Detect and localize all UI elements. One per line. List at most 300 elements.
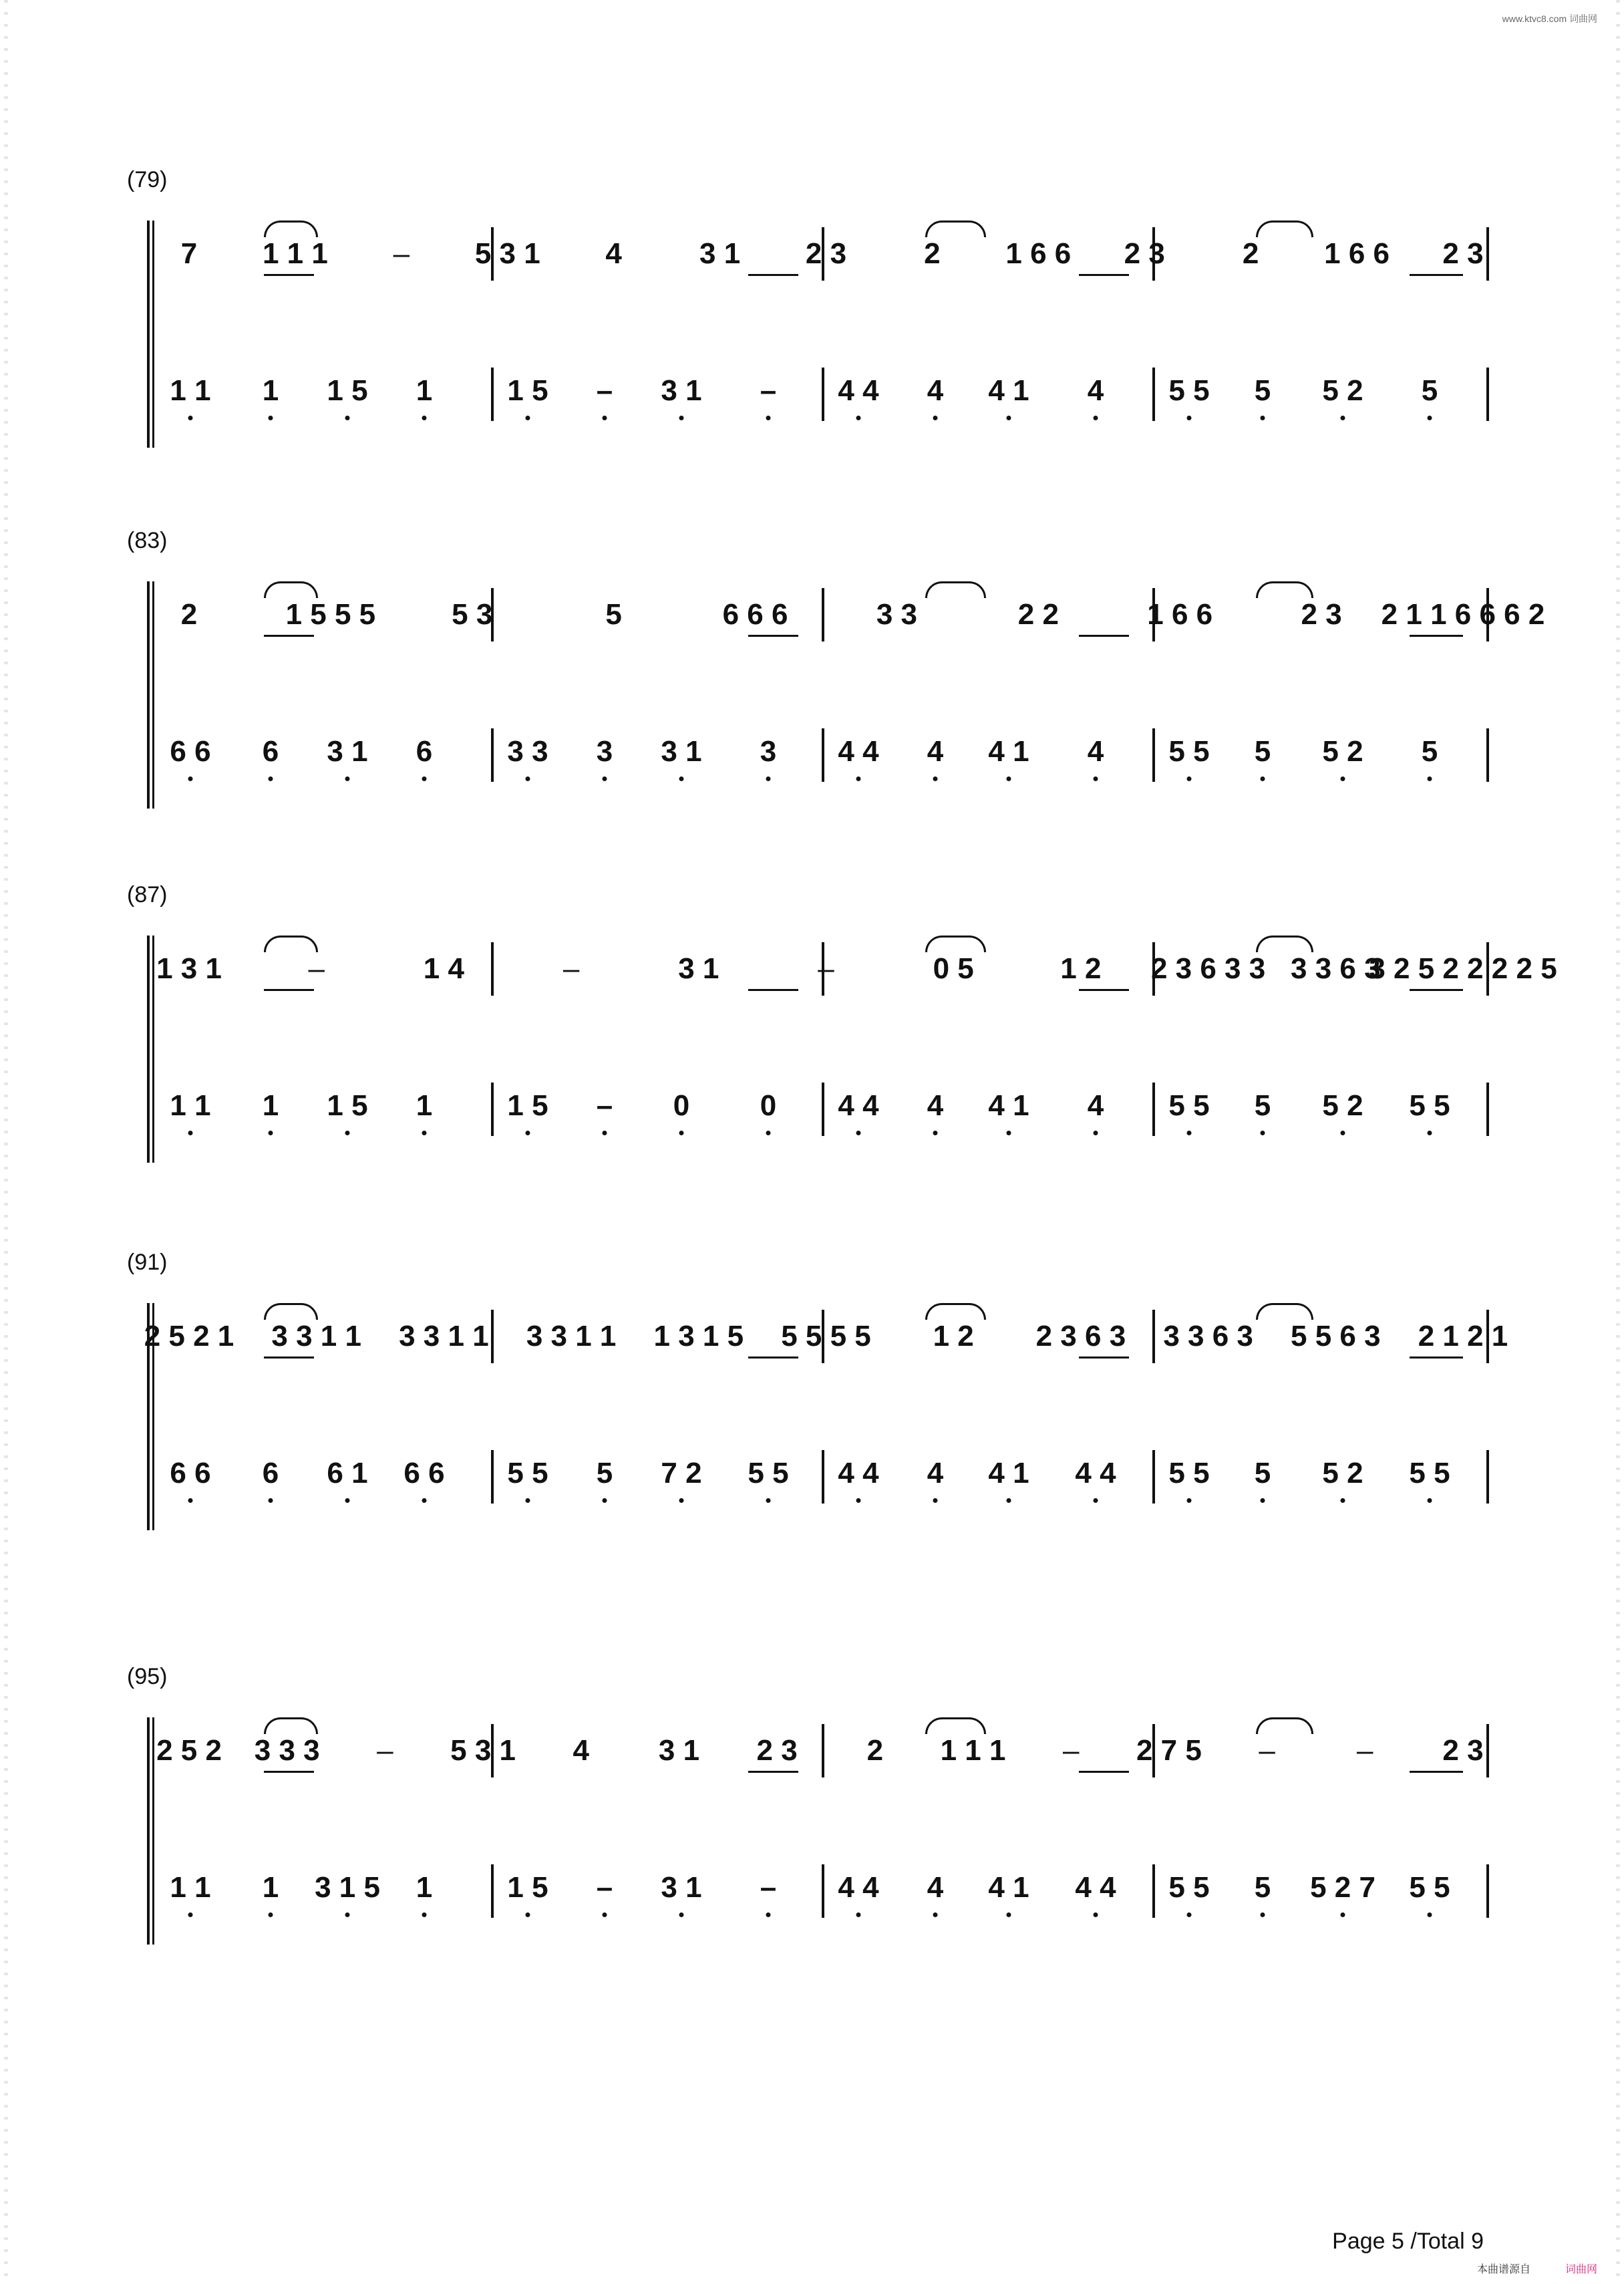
- lower-note: 5 5: [1409, 1871, 1450, 1904]
- tie-slur: [264, 581, 318, 598]
- tie-slur: [264, 1303, 318, 1320]
- lower-note: 6: [262, 1457, 279, 1489]
- lower-note: 5 2: [1322, 1457, 1363, 1489]
- octave-dot: [526, 1498, 530, 1503]
- octave-dot: [1428, 1131, 1432, 1135]
- lower-note: 5 5: [1409, 1089, 1450, 1122]
- octave-dot: [1187, 776, 1192, 781]
- upper-note: 2 1 2 1: [1418, 1320, 1508, 1352]
- barline-lower: [1486, 1450, 1489, 1504]
- octave-dot: [679, 416, 684, 420]
- octave-dot: [188, 776, 193, 781]
- system-start-bar: [152, 221, 154, 448]
- upper-note: 6 6 6: [722, 598, 788, 631]
- barline-lower: [822, 728, 824, 782]
- octave-dot: [188, 1498, 193, 1503]
- upper-note: 1 3 1: [156, 952, 222, 985]
- octave-dot: [766, 776, 771, 781]
- lower-note: 5: [1254, 1871, 1271, 1904]
- system-start-bar: [152, 581, 154, 809]
- lower-note: 4 1: [988, 1457, 1029, 1489]
- page-edge-left: [4, 0, 8, 2284]
- octave-dot: [345, 1912, 350, 1917]
- lower-note: 4 1: [988, 1871, 1029, 1904]
- upper-note: 2 3: [1301, 598, 1342, 631]
- lower-note: 1: [416, 374, 433, 407]
- octave-dot: [1187, 416, 1192, 420]
- beam-underline: [1079, 635, 1129, 637]
- lower-note: 3 1 5: [315, 1871, 380, 1904]
- upper-note: 2 3: [1124, 237, 1165, 270]
- brace-line: [147, 581, 150, 809]
- brace-line: [147, 221, 150, 448]
- lower-note: 4: [927, 374, 944, 407]
- upper-note: 4: [605, 237, 622, 270]
- octave-dot: [603, 776, 607, 781]
- octave-dot: [933, 1498, 938, 1503]
- octave-dot: [1187, 1912, 1192, 1917]
- lower-note: 5 5: [507, 1457, 548, 1489]
- octave-dot: [1094, 1131, 1098, 1135]
- upper-note: –: [393, 237, 410, 270]
- lower-note: 5 5: [1168, 1871, 1210, 1904]
- beam-underline: [748, 1771, 798, 1773]
- octave-dot: [679, 1498, 684, 1503]
- lower-note: 3 1: [661, 735, 702, 768]
- lower-note: 6 1: [327, 1457, 368, 1489]
- system-start-bar: [152, 1717, 154, 1945]
- octave-dot: [188, 1131, 193, 1135]
- octave-dot: [1261, 1912, 1265, 1917]
- beam-underline: [748, 274, 798, 276]
- upper-note: 5 5 5 5: [781, 1320, 871, 1352]
- lower-note: 4: [1087, 374, 1104, 407]
- octave-dot: [603, 1131, 607, 1135]
- octave-dot: [856, 1912, 861, 1917]
- lower-note: 4 4: [838, 1871, 879, 1904]
- octave-dot: [679, 1912, 684, 1917]
- tie-slur: [1256, 221, 1313, 237]
- barline-upper: [491, 1310, 494, 1363]
- lower-note: 6 6: [403, 1457, 445, 1489]
- upper-note: 3 1: [658, 1734, 700, 1767]
- lower-note: 0: [673, 1089, 690, 1122]
- upper-note: 2 1 1 6 6 6 2: [1381, 598, 1545, 631]
- octave-dot: [933, 1912, 938, 1917]
- lower-note: 1 1: [170, 1089, 211, 1122]
- beam-underline: [1410, 1357, 1463, 1359]
- lower-note: 1: [262, 1089, 279, 1122]
- upper-note: 3 3 1 1: [271, 1320, 361, 1352]
- octave-dot: [1261, 776, 1265, 781]
- lower-note: 3: [596, 735, 613, 768]
- upper-note: 2: [924, 237, 941, 270]
- octave-dot: [269, 416, 273, 420]
- upper-note: –: [1357, 1734, 1373, 1767]
- measure-number: (95): [127, 1664, 168, 1689]
- tie-slur: [925, 936, 986, 952]
- upper-note: 1 2: [1060, 952, 1102, 985]
- upper-note: 3 3: [876, 598, 918, 631]
- upper-note: 2: [1242, 237, 1259, 270]
- lower-note: 3 1: [661, 1871, 702, 1904]
- lower-note: 5 5: [1168, 1089, 1210, 1122]
- lower-note: 3 1: [327, 735, 368, 768]
- lower-note: 1: [262, 374, 279, 407]
- lower-note: 4 4: [838, 374, 879, 407]
- octave-dot: [603, 1912, 607, 1917]
- barline-lower: [491, 1864, 494, 1918]
- measure-number: (87): [127, 882, 168, 907]
- lower-note: –: [760, 374, 777, 407]
- upper-note: 2 3: [1442, 1734, 1484, 1767]
- lower-note: –: [596, 1089, 613, 1122]
- upper-note: 3 3 1 1: [399, 1320, 489, 1352]
- lower-note: 1: [416, 1089, 433, 1122]
- tie-slur: [1256, 1717, 1313, 1734]
- octave-dot: [1094, 776, 1098, 781]
- upper-note: 5 3 1: [450, 1734, 516, 1767]
- page-number: Page 5 /Total 9: [1332, 2229, 1484, 2254]
- octave-dot: [1007, 1131, 1011, 1135]
- lower-note: 4 4: [838, 1089, 879, 1122]
- lower-note: 4: [927, 1871, 944, 1904]
- upper-note: 1 1 1: [262, 237, 328, 270]
- barline-lower: [822, 1864, 824, 1918]
- upper-note: 1 4: [423, 952, 464, 985]
- lower-note: 5 5: [748, 1457, 789, 1489]
- upper-note: 2 3 6 3 3: [1150, 952, 1266, 985]
- beam-underline: [748, 1357, 798, 1359]
- upper-note: –: [377, 1734, 393, 1767]
- octave-dot: [345, 1131, 350, 1135]
- octave-dot: [526, 416, 530, 420]
- upper-note: 3 3 6 3: [1163, 1320, 1253, 1352]
- octave-dot: [856, 416, 861, 420]
- upper-note: 2 3 6 3: [1035, 1320, 1126, 1352]
- barline-lower: [491, 368, 494, 421]
- octave-dot: [1341, 1131, 1345, 1135]
- beam-underline: [1079, 989, 1129, 991]
- lower-note: 5 2: [1322, 374, 1363, 407]
- lower-note: 1 1: [170, 374, 211, 407]
- lower-note: 0: [760, 1089, 777, 1122]
- octave-dot: [1007, 1912, 1011, 1917]
- tie-slur: [1256, 581, 1313, 598]
- upper-note: 1 2: [933, 1320, 974, 1352]
- beam-underline: [1410, 274, 1463, 276]
- octave-dot: [856, 1498, 861, 1503]
- octave-dot: [1007, 776, 1011, 781]
- lower-note: 4 1: [988, 735, 1029, 768]
- octave-dot: [1428, 1912, 1432, 1917]
- lower-note: 7 2: [661, 1457, 702, 1489]
- barline-lower: [1152, 728, 1155, 782]
- upper-note: 5: [605, 598, 622, 631]
- lower-note: 4 1: [988, 374, 1029, 407]
- lower-note: 1: [416, 1871, 433, 1904]
- barline-lower: [491, 1083, 494, 1136]
- lower-note: 6: [262, 735, 279, 768]
- brace-line: [147, 1717, 150, 1945]
- beam-underline: [1079, 1357, 1129, 1359]
- upper-note: 3 3 1 1: [526, 1320, 617, 1352]
- lower-note: 5: [1254, 1457, 1271, 1489]
- upper-note: 5 3 1: [474, 237, 540, 270]
- upper-note: 1 1 1: [940, 1734, 1006, 1767]
- barline-lower: [1152, 1083, 1155, 1136]
- lower-note: –: [596, 374, 613, 407]
- octave-dot: [1007, 1498, 1011, 1503]
- upper-note: 2 5 2: [156, 1734, 222, 1767]
- upper-note: –: [818, 952, 834, 985]
- lower-note: 5: [1254, 735, 1271, 768]
- measure-number: (79): [127, 167, 168, 192]
- lower-note: 4: [1087, 735, 1104, 768]
- barline-lower: [822, 1450, 824, 1504]
- lower-note: 5: [1254, 1089, 1271, 1122]
- measure-number: (91): [127, 1250, 168, 1275]
- upper-note: 2 3: [805, 237, 847, 270]
- beam-underline: [748, 635, 798, 637]
- lower-note: 4: [927, 1089, 944, 1122]
- upper-note: 1 6 6: [1005, 237, 1072, 270]
- beam-underline: [264, 635, 314, 637]
- lower-note: 5: [596, 1457, 613, 1489]
- tie-slur: [264, 936, 318, 952]
- lower-note: 5 5: [1168, 735, 1210, 768]
- upper-note: –: [562, 952, 580, 985]
- lower-note: 5: [1421, 735, 1438, 768]
- barline-lower: [1486, 1083, 1489, 1136]
- octave-dot: [766, 1131, 771, 1135]
- octave-dot: [679, 776, 684, 781]
- upper-note: 0 5: [933, 952, 974, 985]
- barline-lower: [1152, 368, 1155, 421]
- lower-note: 1 1: [170, 1871, 211, 1904]
- octave-dot: [422, 416, 427, 420]
- octave-dot: [422, 776, 427, 781]
- lower-note: –: [760, 1871, 777, 1904]
- lower-note: 1 5: [507, 1089, 548, 1122]
- lower-note: 5 5: [1168, 374, 1210, 407]
- lower-note: –: [596, 1871, 613, 1904]
- barline-lower: [1152, 1864, 1155, 1918]
- upper-note: 2: [866, 1734, 884, 1767]
- octave-dot: [856, 776, 861, 781]
- upper-note: 1 6 6: [1324, 237, 1390, 270]
- barline-upper: [491, 942, 494, 996]
- octave-dot: [1261, 1498, 1265, 1503]
- octave-dot: [766, 1498, 771, 1503]
- tie-slur: [264, 221, 318, 237]
- upper-note: 4: [573, 1734, 590, 1767]
- octave-dot: [1094, 1498, 1098, 1503]
- upper-note: 5 3: [452, 598, 493, 631]
- barline-upper: [822, 1724, 824, 1777]
- tie-slur: [1256, 1303, 1313, 1320]
- octave-dot: [679, 1131, 684, 1135]
- octave-dot: [603, 1498, 607, 1503]
- lower-note: 5: [1421, 374, 1438, 407]
- upper-note: 1 6 6: [1147, 598, 1213, 631]
- lower-note: 5 5: [1409, 1457, 1450, 1489]
- beam-underline: [1410, 989, 1463, 991]
- barline-lower: [1486, 728, 1489, 782]
- beam-underline: [264, 274, 314, 276]
- octave-dot: [1007, 416, 1011, 420]
- octave-dot: [1341, 1912, 1345, 1917]
- barline-upper: [822, 588, 824, 641]
- lower-note: 4 4: [1075, 1457, 1116, 1489]
- octave-dot: [188, 416, 193, 420]
- lower-note: 4 4: [1075, 1871, 1116, 1904]
- beam-underline: [1410, 1771, 1463, 1773]
- upper-note: –: [308, 952, 325, 985]
- beam-underline: [1079, 274, 1129, 276]
- beam-underline: [748, 989, 798, 991]
- octave-dot: [345, 1498, 350, 1503]
- barline-upper: [1486, 227, 1489, 281]
- octave-dot: [933, 416, 938, 420]
- measure-number: (83): [127, 528, 168, 553]
- octave-dot: [269, 1131, 273, 1135]
- upper-note: 7: [180, 237, 198, 270]
- beam-underline: [1079, 1771, 1129, 1773]
- tie-slur: [925, 1717, 986, 1734]
- tie-slur: [925, 581, 986, 598]
- lower-note: 5: [1254, 374, 1271, 407]
- octave-dot: [933, 1131, 938, 1135]
- octave-dot: [526, 776, 530, 781]
- lower-note: 6: [416, 735, 433, 768]
- octave-dot: [766, 1912, 771, 1917]
- octave-dot: [422, 1498, 427, 1503]
- octave-dot: [1428, 776, 1432, 781]
- octave-dot: [269, 1498, 273, 1503]
- octave-dot: [526, 1131, 530, 1135]
- upper-note: 1 3 1 5: [653, 1320, 744, 1352]
- tie-slur: [925, 1303, 986, 1320]
- beam-underline: [1410, 635, 1463, 637]
- lower-note: 4 1: [988, 1089, 1029, 1122]
- octave-dot: [422, 1131, 427, 1135]
- lower-note: 6 6: [170, 735, 211, 768]
- barline-upper: [1152, 1310, 1155, 1363]
- octave-dot: [1341, 1498, 1345, 1503]
- lower-note: 4 4: [838, 1457, 879, 1489]
- barline-lower: [491, 728, 494, 782]
- octave-dot: [1261, 416, 1265, 420]
- octave-dot: [603, 416, 607, 420]
- octave-dot: [766, 416, 771, 420]
- brace-line: [147, 936, 150, 1163]
- octave-dot: [188, 1912, 193, 1917]
- beam-underline: [264, 1771, 314, 1773]
- octave-dot: [422, 1912, 427, 1917]
- lower-note: 1 5: [327, 1089, 368, 1122]
- octave-dot: [1341, 416, 1345, 420]
- page-edge-right: [1616, 0, 1620, 2284]
- lower-note: 5 5: [1168, 1457, 1210, 1489]
- lower-note: 4: [1087, 1089, 1104, 1122]
- lower-note: 5 2: [1322, 1089, 1363, 1122]
- upper-note: 2 7 5: [1136, 1734, 1202, 1767]
- upper-note: 3 1: [678, 952, 719, 985]
- upper-note: –: [1259, 1734, 1275, 1767]
- brand-source-text: 本曲谱源自: [1476, 2264, 1530, 2275]
- octave-dot: [856, 1131, 861, 1135]
- tie-slur: [264, 1717, 318, 1734]
- header-url: www.ktvc8.com 词曲网: [1502, 13, 1597, 24]
- lower-note: 1: [262, 1871, 279, 1904]
- lower-note: 6 6: [170, 1457, 211, 1489]
- upper-note: 2 2: [1017, 598, 1059, 631]
- upper-note: –: [1062, 1734, 1080, 1767]
- upper-note: 2: [180, 598, 198, 631]
- brand-logo-text: 词曲网: [1565, 2264, 1597, 2275]
- octave-dot: [345, 776, 350, 781]
- beam-underline: [264, 989, 314, 991]
- octave-dot: [269, 776, 273, 781]
- lower-note: 1 5: [507, 374, 548, 407]
- system-start-bar: [152, 936, 154, 1163]
- octave-dot: [1187, 1498, 1192, 1503]
- upper-note: 3 1: [699, 237, 741, 270]
- barline-lower: [1486, 1864, 1489, 1918]
- octave-dot: [1261, 1131, 1265, 1135]
- octave-dot: [269, 1912, 273, 1917]
- barline-lower: [491, 1450, 494, 1504]
- lower-note: 4: [927, 1457, 944, 1489]
- lower-note: 4: [927, 735, 944, 768]
- barline-lower: [822, 368, 824, 421]
- upper-note: 2 5 2 1: [144, 1320, 234, 1352]
- lower-note: 5 2 7: [1310, 1871, 1375, 1904]
- octave-dot: [1187, 1131, 1192, 1135]
- lower-note: 3 1: [661, 374, 702, 407]
- lower-note: 1 5: [507, 1871, 548, 1904]
- upper-note: 5 5 6 3: [1291, 1320, 1381, 1352]
- lower-note: 3 3: [507, 735, 548, 768]
- octave-dot: [1094, 416, 1098, 420]
- lower-note: 1 5: [327, 374, 368, 407]
- upper-note: 3 3 3: [254, 1734, 320, 1767]
- octave-dot: [1428, 416, 1432, 420]
- lower-note: 4 4: [838, 735, 879, 768]
- lower-note: 3: [760, 735, 777, 768]
- barline-lower: [822, 1083, 824, 1136]
- barline-lower: [1152, 1450, 1155, 1504]
- barline-lower: [1486, 368, 1489, 421]
- octave-dot: [1428, 1498, 1432, 1503]
- upper-note: 3 2 5 2 2 2 2 5: [1369, 952, 1557, 985]
- barline-upper: [1486, 1724, 1489, 1777]
- octave-dot: [1094, 1912, 1098, 1917]
- octave-dot: [1341, 776, 1345, 781]
- tie-slur: [1256, 936, 1313, 952]
- tie-slur: [925, 221, 986, 237]
- octave-dot: [345, 416, 350, 420]
- upper-note: 1 5 5 5: [285, 598, 376, 631]
- octave-dot: [933, 776, 938, 781]
- beam-underline: [264, 1357, 314, 1359]
- octave-dot: [526, 1912, 530, 1917]
- upper-note: 2 3: [1442, 237, 1484, 270]
- upper-note: 2 3: [756, 1734, 798, 1767]
- lower-note: 5 2: [1322, 735, 1363, 768]
- upper-note: 3 3 6 3: [1291, 952, 1381, 985]
